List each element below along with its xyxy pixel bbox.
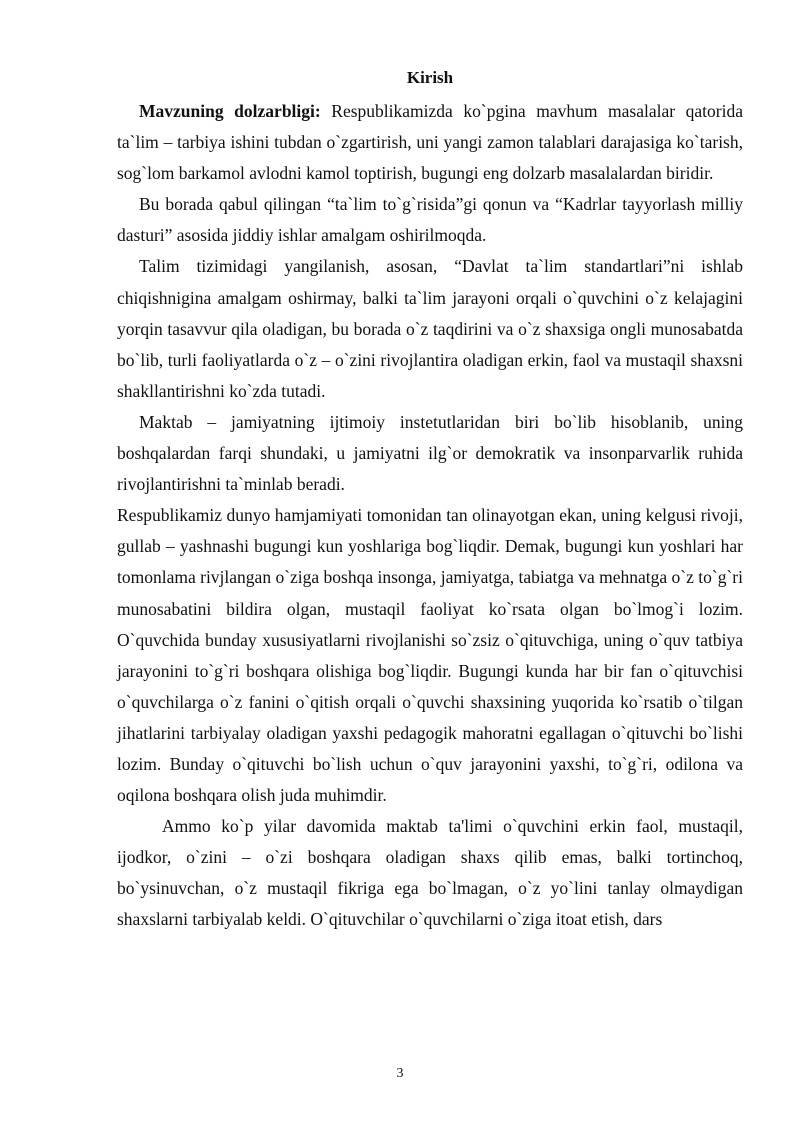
- paragraph-republic: Respublikamiz dunyo hamjamiyati tomonidan tan olinayotgan ekan, uning kelgusi rivoji, gullab – yashnashi bugungi kun yoshlariga bog`liqdir. Demak, bugungi kun yoshlari har tomonlama rivjlangan o`ziga boshqa insonga, jamiyatga, tabiatga va mehnatga o`z to`g`ri munosabatini bildira olgan, mustaqil faoliyat ko`rsata olgan bo`lmog`i lozim. O`quvchida bunday xususiyatlarni rivojlanishi so`zsiz o`qituvchiga, uning o`quv tatbiya jarayonini to`g`ri boshqara olishiga bog`liqdir. Bugungi kunda har bir fan o`qituvchisi o`quvchilarga o`z fanini o`qitish orqali o`quvchi shaxsining yuqorida ko`rsatib o`tilgan jihatlarini tarbiyalay oladigan yaxshi pedagogik mahoratni egallagan o`qituvchi bo`lishi lozim. Bunday o`qituvchi bo`lish uchun o`quv jarayonini yaxshi, to`g`ri, odilona va oqilona boshqara olish juda muhimdir.: [117, 505, 743, 806]
- paragraph-however: Ammo ko`p yilar davomida maktab ta'limi o`quvchini erkin faol, mustaqil, ijodkor, o`zini – o`zi boshqara oladigan shaxs qilib emas, balki tortinchoq, bo`ysinuvchan, o`z mustaqil fikriga ega bo`lmagan, o`z yo`lini tanlay olmaydigan shaxslarni tarbiyalab keldi. O`qituvchilar o`quvchilarni o`ziga itoat etish, dars: [117, 816, 743, 930]
- relevance-text: Respublikamizda ko`pgina mavhum masalalar qatorida ta`lim – tarbiya ishini tubdan o`zgartirish, uni yangi zamon talablari darajasiga ko`tarish, sog`lom barkamol avlodni kamol toptirish, bugungi eng dolzarb masalalardan biridir.: [117, 101, 743, 184]
- relevance-heading: Mavzuning dolzarbligi:: [139, 101, 321, 121]
- paragraph-school: Maktab – jamiyatning ijtimoiy instetutlaridan biri bo`lib hisoblanib, uning boshqalardan farqi shundaki, u jamiyatni ilg`or demokratik va insonparvarlik ruhida rivojlantirishni ta`minlab beradi.: [117, 411, 743, 495]
- document-page: [117, 68, 743, 936]
- paragraph-relevance: [117, 96, 743, 189]
- document-title: Kirish: [406, 68, 454, 87]
- paragraph-law: Bu borada qabul qilingan “ta`lim to`g`risida”gi qonun va “Kadrlar tayyorlash milliy dasturi” asosida jiddiy ishlar amalgam oshirilmoqda.: [117, 194, 743, 246]
- page-number: 3: [396, 1066, 404, 1081]
- paragraph-education-system: Talim tizimidagi yangilanish, asosan, “Davlat ta`lim standartlari”ni ishlab chiqishnigina amalgam oshirmay, balki ta`lim jarayoni orqali o`quvchini o`z kelajagini yorqin tasavvur qila oladigan, bu borada o`z taqdirini va o`z shaxsiga ongli munosabatda bo`lib, turli faoliyatlarda o`z – o`zini rivojlantira oladigan erkin, faol va mustaqil shaxsni shakllantirishni ko`zda tutadi.: [117, 256, 743, 401]
